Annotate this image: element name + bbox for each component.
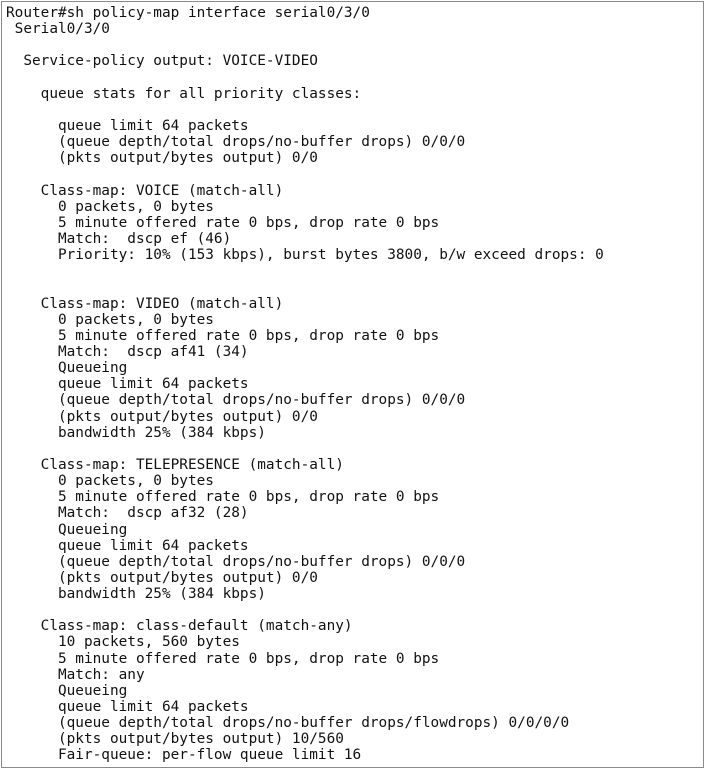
- terminal-line: (queue depth/total drops/no-buffer drops/flowdrops) 0/0/0/0: [6, 715, 570, 732]
- terminal-line: 5 minute offered rate 0 bps, drop rate 0 bps: [6, 650, 440, 667]
- terminal-line: Queueing: [6, 521, 128, 538]
- terminal-line: (queue depth/total drops/no-buffer drops) 0/0/0: [6, 134, 466, 151]
- terminal-line: 0 packets, 0 bytes: [6, 198, 214, 215]
- terminal-line: Class-map: VIDEO (match-all): [6, 295, 284, 312]
- terminal-line: [6, 602, 703, 618]
- terminal-line: queue limit 64 packets: [6, 117, 249, 134]
- terminal-line: Queueing: [6, 360, 128, 377]
- terminal-line: 0 packets, 0 bytes: [6, 311, 214, 328]
- terminal-line: (pkts output/bytes output) 0/0: [6, 150, 318, 167]
- terminal-line: (pkts output/bytes output) 0/0: [6, 569, 318, 586]
- terminal-line: [6, 166, 703, 182]
- terminal-line: queue limit 64 packets: [6, 376, 249, 393]
- terminal-line: 5 minute offered rate 0 bps, drop rate 0 bps: [6, 327, 440, 344]
- terminal-line: Class-map: VOICE (match-all): [6, 182, 284, 199]
- terminal-line: Fair-queue: per-flow queue limit 16: [6, 747, 362, 764]
- terminal-line: bandwidth 25% (384 kbps): [6, 424, 266, 441]
- terminal-line: queue limit 64 packets: [6, 699, 249, 716]
- terminal-line: Queueing: [6, 682, 128, 699]
- terminal-line: (queue depth/total drops/no-buffer drops) 0/0/0: [6, 553, 466, 570]
- terminal-line: 0 packets, 0 bytes: [6, 473, 214, 490]
- terminal-line: Service-policy output: VOICE-VIDEO: [6, 53, 318, 70]
- terminal-line: (pkts output/bytes output) 0/0: [6, 408, 318, 425]
- terminal-line: [6, 102, 703, 118]
- terminal-line: Match: dscp af41 (34): [6, 343, 249, 360]
- terminal-line: [6, 37, 703, 53]
- terminal-line: Match: any: [6, 666, 145, 683]
- terminal-window: [1, 1, 704, 768]
- terminal-line: Serial0/3/0: [6, 21, 110, 38]
- terminal-output: [2, 2, 703, 764]
- terminal-line: Class-map: TELEPRESENCE (match-all): [6, 456, 344, 473]
- terminal-line: bandwidth 25% (384 kbps): [6, 586, 266, 603]
- terminal-line: [6, 70, 703, 86]
- terminal-line: Match: dscp af32 (28): [6, 505, 249, 522]
- terminal-line: Class-map: class-default (match-any): [6, 618, 353, 635]
- terminal-line: queue stats for all priority classes:: [6, 85, 362, 102]
- terminal-line: Router#sh policy-map interface serial0/3/0: [6, 5, 370, 21]
- terminal-line: [6, 263, 703, 279]
- terminal-line: 5 minute offered rate 0 bps, drop rate 0 bps: [6, 489, 440, 506]
- terminal-line: Match: dscp ef (46): [6, 230, 232, 247]
- terminal-line: (pkts output/bytes output) 10/560: [6, 731, 344, 748]
- terminal-line: (queue depth/total drops/no-buffer drops) 0/0/0: [6, 392, 466, 409]
- terminal-line: [6, 279, 703, 295]
- terminal-line: queue limit 64 packets: [6, 537, 249, 554]
- terminal-line: [6, 441, 703, 457]
- terminal-line: 5 minute offered rate 0 bps, drop rate 0 bps: [6, 214, 440, 231]
- terminal-line: 10 packets, 560 bytes: [6, 634, 240, 651]
- terminal-line: Priority: 10% (153 kbps), burst bytes 3800, b/w exceed drops: 0: [6, 247, 604, 264]
